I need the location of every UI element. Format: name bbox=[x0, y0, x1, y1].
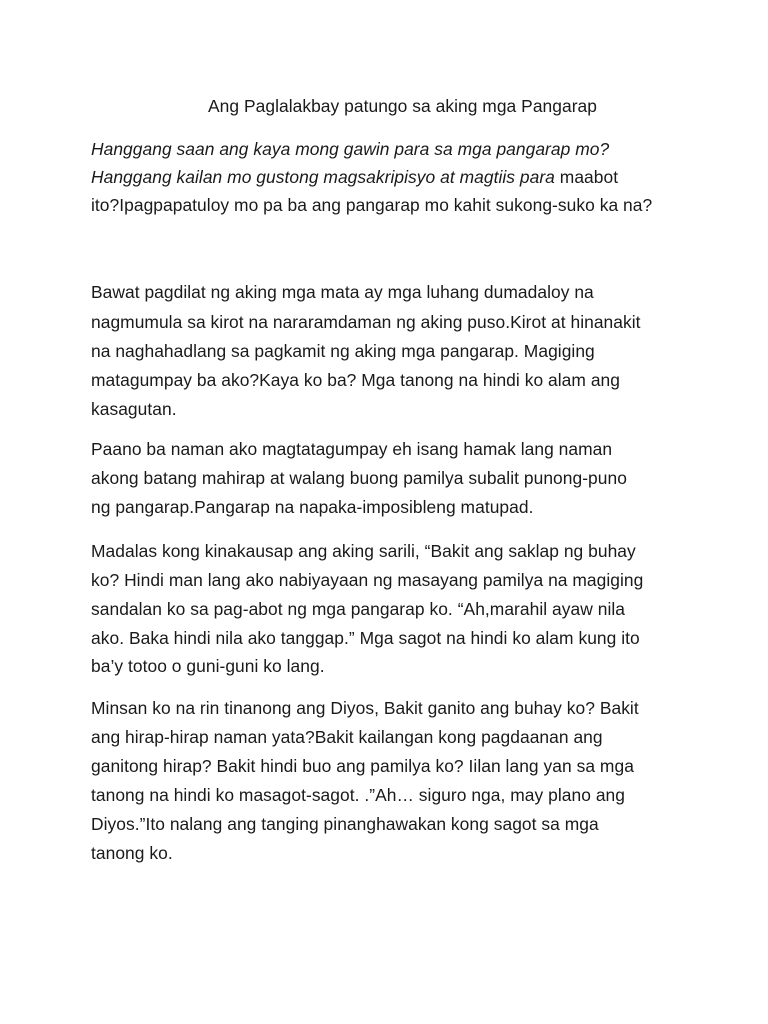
intro-line-2 bbox=[91, 166, 618, 188]
document-page bbox=[91, 0, 691, 1024]
paragraph-line: matagumpay ba ako?Kaya ko ba? Mga tanong na hindi ko alam ang bbox=[91, 370, 620, 390]
paragraph-line: Diyos.”Ito nalang ang tanging pinanghawakan kong sagot sa mga bbox=[91, 814, 599, 834]
intro-line-2-rest: maabot bbox=[554, 167, 619, 187]
paragraph-line: tanong na hindi ko masagot-sagot. .”Ah… siguro nga, may plano ang bbox=[91, 785, 625, 805]
paragraph-line: tanong ko. bbox=[91, 843, 173, 863]
document-title: Ang Paglalakbay patungo sa aking mga Pangarap bbox=[208, 96, 597, 116]
paragraph-line: akong batang mahirap at walang buong pamilya subalit punong-puno bbox=[91, 468, 627, 488]
paragraph-line: ng pangarap.Pangarap na napaka-imposibleng matupad. bbox=[91, 497, 534, 517]
paragraph-line: Paano ba naman ako magtatagumpay eh isang hamak lang naman bbox=[91, 439, 613, 459]
paragraph-line: Bawat pagdilat ng aking mga mata ay mga luhang dumadaloy na bbox=[91, 282, 594, 302]
paragraph-line: kasagutan. bbox=[91, 399, 177, 419]
intro-line-2-italic: Hanggang kailan mo gustong magsakripisyo at magtiis para bbox=[91, 167, 555, 187]
intro-line-1: Hanggang saan ang kaya mong gawin para sa mga pangarap mo? bbox=[91, 139, 610, 159]
paragraph-line: sandalan ko sa pag-abot ng mga pangarap ko. “Ah,marahil ayaw nila bbox=[91, 599, 625, 619]
paragraph-line: ganitong hirap? Bakit hindi buo ang pamilya ko? Iilan lang yan sa mga bbox=[91, 756, 634, 776]
paragraph-line: Madalas kong kinakausap ang aking sarili, “Bakit ang saklap ng buhay bbox=[91, 541, 636, 561]
paragraph-line: Minsan ko na rin tinanong ang Diyos, Bakit ganito ang buhay ko? Bakit bbox=[91, 698, 639, 718]
paragraph-line: na naghahadlang sa pagkamit ng aking mga pangarap. Magiging bbox=[91, 341, 595, 361]
paragraph-line: ang hirap-hirap naman yata?Bakit kailangan kong pagdaanan ang bbox=[91, 727, 603, 747]
paragraph-line: ba’y totoo o guni-guni ko lang. bbox=[91, 656, 325, 676]
paragraph-line: ko? Hindi man lang ako nabiyayaan ng masayang pamilya na magiging bbox=[91, 570, 644, 590]
paragraph-line: nagmumula sa kirot na nararamdaman ng aking puso.Kirot at hinanakit bbox=[91, 312, 641, 332]
paragraph-line: ako. Baka hindi nila ako tanggap.” Mga sagot na hindi ko alam kung ito bbox=[91, 628, 640, 648]
intro-line-3: ito?Ipagpapatuloy mo pa ba ang pangarap mo kahit sukong-suko ka na? bbox=[91, 195, 653, 215]
